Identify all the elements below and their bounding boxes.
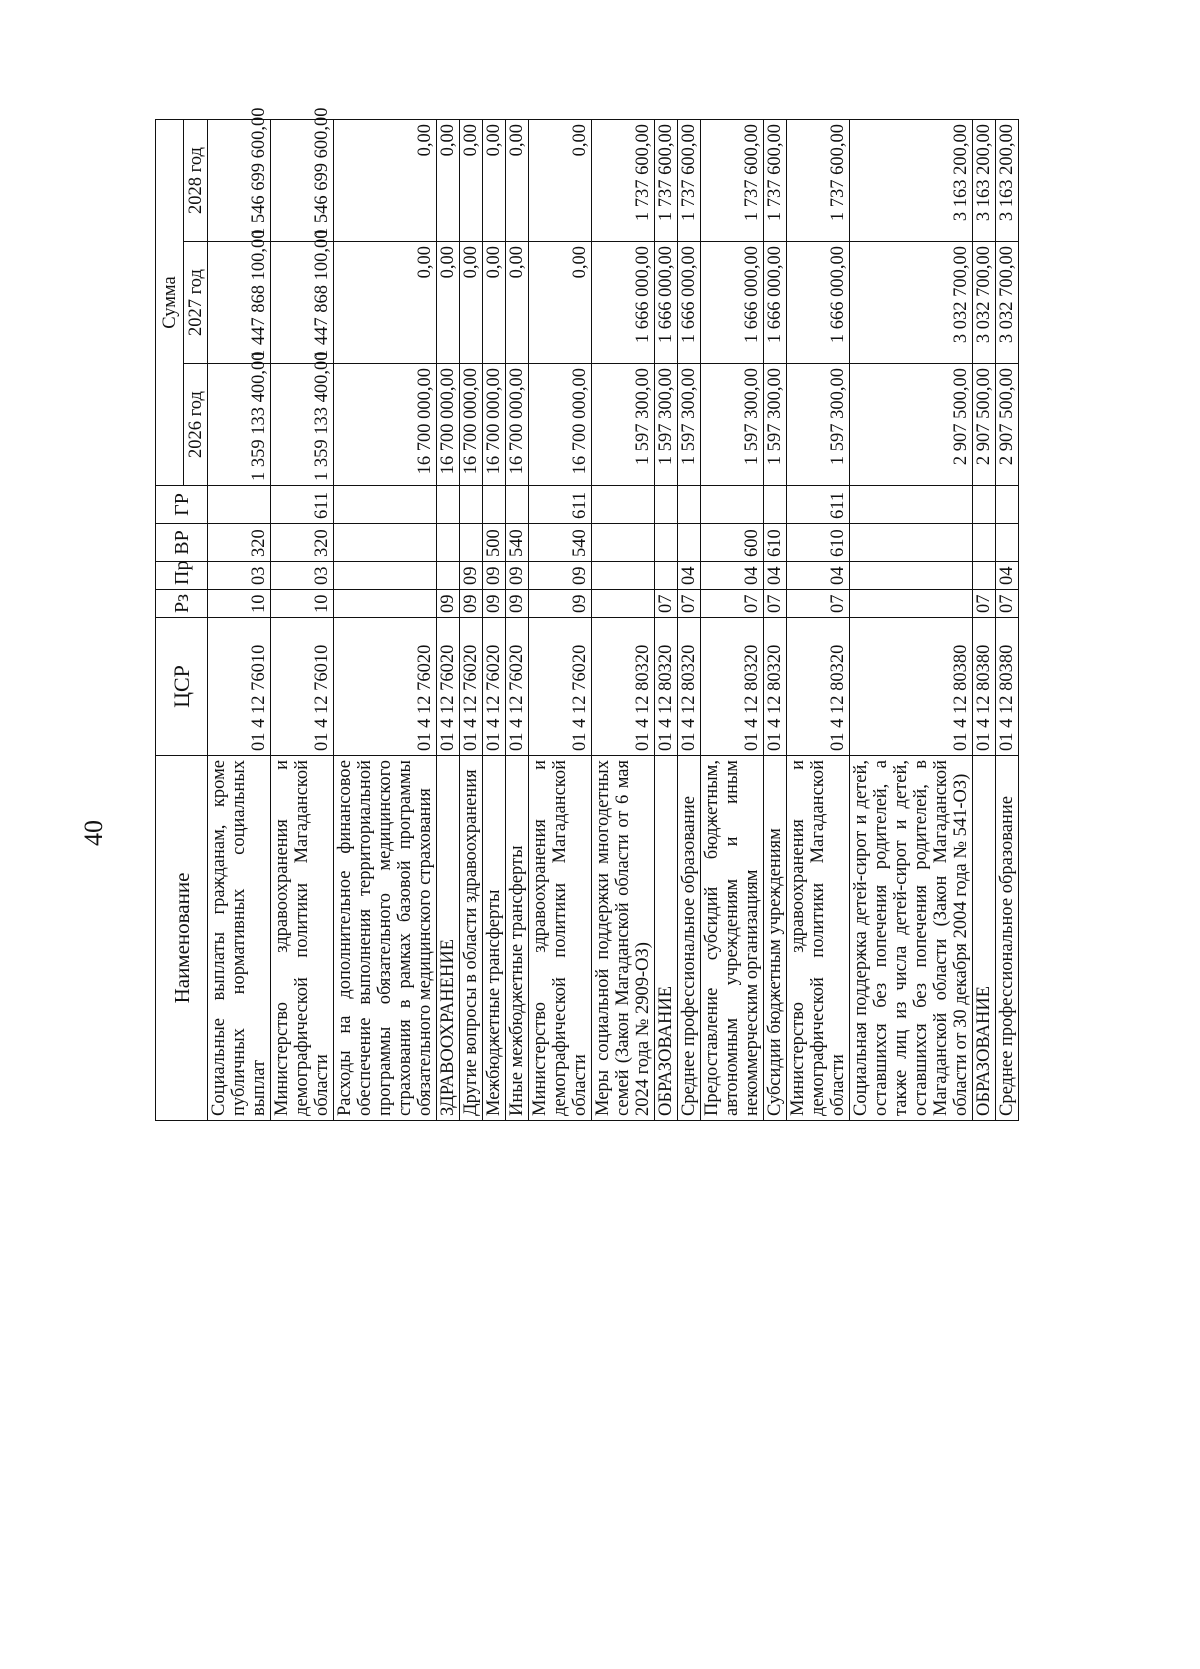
row-rz-cell: 07 xyxy=(787,590,850,618)
row-sum-2028-cell: 3 163 200,00 xyxy=(996,119,1019,241)
page-number: 40 xyxy=(79,820,108,846)
row-sum-2026-cell: 16 700 000,00 xyxy=(506,364,529,486)
row-name-cell: Расходы на дополнительное финансовое обеспечение выполнения территориальной программы обязательного медицинского страхования в рамках базовой программы обязательного медицинского страхования xyxy=(334,756,437,1121)
row-sum-2026-cell: 1 597 300,00 xyxy=(678,364,701,486)
row-sum-2028-cell: 0,00 xyxy=(529,119,592,241)
row-rz-cell: 07 xyxy=(678,590,701,618)
rotated-table-container xyxy=(155,107,1085,1121)
header-name: Наименование xyxy=(156,756,208,1121)
row-csr-cell: 01 4 12 80320 xyxy=(592,618,655,756)
table-row xyxy=(996,119,1019,1120)
row-pr-cell: 04 xyxy=(764,562,787,590)
row-gr-cell xyxy=(592,486,655,524)
row-pr-cell xyxy=(334,562,437,590)
table-row xyxy=(483,119,506,1120)
row-pr-cell: 09 xyxy=(483,562,506,590)
row-vr-cell xyxy=(655,524,678,562)
row-gr-cell xyxy=(973,486,996,524)
row-sum-2027-cell: 3 032 700,00 xyxy=(850,242,973,364)
row-csr-cell: 01 4 12 76010 xyxy=(208,618,271,756)
header-gr: ГР xyxy=(156,486,208,524)
row-sum-2028-cell: 0,00 xyxy=(483,119,506,241)
row-sum-2026-cell: 1 597 300,00 xyxy=(787,364,850,486)
row-sum-2028-cell: 0,00 xyxy=(506,119,529,241)
row-sum-2027-cell: 1 666 000,00 xyxy=(678,242,701,364)
row-pr-cell xyxy=(592,562,655,590)
row-rz-cell: 09 xyxy=(529,590,592,618)
table-row xyxy=(437,119,460,1120)
header-rz: Рз xyxy=(156,590,208,618)
row-name-cell: ОБРАЗОВАНИЕ xyxy=(973,756,996,1121)
row-sum-2027-cell: 1 447 868 100,00 xyxy=(208,242,271,364)
row-rz-cell xyxy=(850,590,973,618)
row-sum-2026-cell: 16 700 000,00 xyxy=(334,364,437,486)
row-name-cell: Среднее профессиональное образование xyxy=(678,756,701,1121)
table-row xyxy=(506,119,529,1120)
row-sum-2027-cell: 3 032 700,00 xyxy=(973,242,996,364)
row-sum-2027-cell: 0,00 xyxy=(483,242,506,364)
row-rz-cell: 07 xyxy=(996,590,1019,618)
row-csr-cell: 01 4 12 76020 xyxy=(529,618,592,756)
row-rz-cell: 09 xyxy=(483,590,506,618)
row-sum-2027-cell: 1 447 868 100,00 xyxy=(271,242,334,364)
row-rz-cell: 07 xyxy=(701,590,764,618)
row-sum-2027-cell: 3 032 700,00 xyxy=(996,242,1019,364)
row-rz-cell: 09 xyxy=(506,590,529,618)
row-name-cell: Среднее профессиональное образование xyxy=(996,756,1019,1121)
row-vr-cell: 320 xyxy=(208,524,271,562)
row-vr-cell: 540 xyxy=(506,524,529,562)
header-vr: ВР xyxy=(156,524,208,562)
row-sum-2028-cell: 1 546 699 600,00 xyxy=(208,119,271,241)
row-sum-2026-cell: 1 597 300,00 xyxy=(764,364,787,486)
row-gr-cell xyxy=(506,486,529,524)
table-row xyxy=(973,119,996,1120)
row-name-cell: Министерство здравоохранения и демографической политики Магаданской области xyxy=(271,756,334,1121)
row-gr-cell xyxy=(483,486,506,524)
table-row xyxy=(850,119,973,1120)
row-sum-2028-cell: 1 737 600,00 xyxy=(701,119,764,241)
row-sum-2026-cell: 16 700 000,00 xyxy=(460,364,483,486)
row-sum-2027-cell: 1 666 000,00 xyxy=(764,242,787,364)
row-gr-cell xyxy=(208,486,271,524)
row-sum-2028-cell: 1 546 699 600,00 xyxy=(271,119,334,241)
row-rz-cell: 07 xyxy=(764,590,787,618)
table-header xyxy=(156,119,208,1120)
row-sum-2027-cell: 1 666 000,00 xyxy=(592,242,655,364)
row-sum-2027-cell: 0,00 xyxy=(334,242,437,364)
row-gr-cell xyxy=(334,486,437,524)
row-vr-cell xyxy=(334,524,437,562)
row-sum-2027-cell: 1 666 000,00 xyxy=(701,242,764,364)
row-rz-cell xyxy=(334,590,437,618)
row-name-cell: Иные межбюджетные трансферты xyxy=(506,756,529,1121)
row-csr-cell: 01 4 12 80320 xyxy=(701,618,764,756)
row-pr-cell xyxy=(850,562,973,590)
row-pr-cell: 03 xyxy=(271,562,334,590)
table-row xyxy=(655,119,678,1120)
row-sum-2026-cell: 1 359 133 400,00 xyxy=(208,364,271,486)
table-row xyxy=(460,119,483,1120)
row-rz-cell: 09 xyxy=(460,590,483,618)
row-sum-2028-cell: 0,00 xyxy=(437,119,460,241)
row-vr-cell xyxy=(850,524,973,562)
row-sum-2028-cell: 1 737 600,00 xyxy=(678,119,701,241)
row-sum-2027-cell: 1 666 000,00 xyxy=(655,242,678,364)
row-vr-cell: 610 xyxy=(764,524,787,562)
row-rz-cell: 10 xyxy=(208,590,271,618)
row-name-cell: Предоставление субсидий бюджетным, автономным учреждениям и иным некоммерческим организациям xyxy=(701,756,764,1121)
budget-table xyxy=(155,107,1019,1121)
row-vr-cell: 500 xyxy=(483,524,506,562)
row-sum-2026-cell: 16 700 000,00 xyxy=(529,364,592,486)
table-row xyxy=(208,119,271,1120)
row-gr-cell xyxy=(437,486,460,524)
header-pr: Пр xyxy=(156,562,208,590)
row-csr-cell: 01 4 12 76020 xyxy=(460,618,483,756)
row-vr-cell xyxy=(678,524,701,562)
row-csr-cell: 01 4 12 80380 xyxy=(850,618,973,756)
row-name-cell: Министерство здравоохранения и демографической политики Магаданской области xyxy=(787,756,850,1121)
row-gr-cell: 611 xyxy=(787,486,850,524)
table-row xyxy=(678,119,701,1120)
row-sum-2028-cell: 0,00 xyxy=(460,119,483,241)
row-pr-cell: 03 xyxy=(208,562,271,590)
row-rz-cell: 07 xyxy=(655,590,678,618)
row-gr-cell: 611 xyxy=(529,486,592,524)
row-name-cell: Министерство здравоохранения и демографической политики Магаданской области xyxy=(529,756,592,1121)
row-sum-2026-cell: 16 700 000,00 xyxy=(483,364,506,486)
row-sum-2028-cell: 3 163 200,00 xyxy=(973,119,996,241)
row-pr-cell: 04 xyxy=(996,562,1019,590)
row-csr-cell: 01 4 12 80380 xyxy=(973,618,996,756)
row-sum-2027-cell: 0,00 xyxy=(437,242,460,364)
row-sum-2027-cell: 0,00 xyxy=(506,242,529,364)
table-row xyxy=(764,119,787,1120)
row-vr-cell xyxy=(437,524,460,562)
header-year-2026: 2026 год xyxy=(184,364,208,486)
row-vr-cell: 600 xyxy=(701,524,764,562)
row-name-cell: ОБРАЗОВАНИЕ xyxy=(655,756,678,1121)
row-rz-cell: 07 xyxy=(973,590,996,618)
row-name-cell: Субсидии бюджетным учреждениям xyxy=(764,756,787,1121)
row-name-cell: Социальная поддержка детей-сирот и детей, оставшихся без попечения родителей, а также лиц из числа детей-сирот и детей, оставшихся без попечения родителей, в Магаданской области (Закон Магаданской области от 30 декабря 2004 года № 541-ОЗ) xyxy=(850,756,973,1121)
row-csr-cell: 01 4 12 76020 xyxy=(483,618,506,756)
row-pr-cell xyxy=(437,562,460,590)
row-name-cell: Социальные выплаты гражданам, кроме публичных нормативных социальных выплат xyxy=(208,756,271,1121)
row-pr-cell: 09 xyxy=(460,562,483,590)
row-vr-cell xyxy=(996,524,1019,562)
row-vr-cell: 320 xyxy=(271,524,334,562)
row-pr-cell: 04 xyxy=(701,562,764,590)
row-gr-cell xyxy=(996,486,1019,524)
row-sum-2026-cell: 2 907 500,00 xyxy=(996,364,1019,486)
row-sum-2026-cell: 2 907 500,00 xyxy=(850,364,973,486)
table-row xyxy=(271,119,334,1120)
row-gr-cell: 611 xyxy=(271,486,334,524)
header-year-2027: 2027 год xyxy=(184,242,208,364)
row-gr-cell xyxy=(460,486,483,524)
table-row xyxy=(334,119,437,1120)
row-pr-cell: 04 xyxy=(678,562,701,590)
row-gr-cell xyxy=(678,486,701,524)
header-sum: Сумма xyxy=(156,119,184,485)
row-sum-2026-cell: 1 597 300,00 xyxy=(592,364,655,486)
table-body xyxy=(208,107,1019,1120)
row-vr-cell xyxy=(973,524,996,562)
table-row xyxy=(529,119,592,1120)
row-name-cell: Меры социальной поддержки многодетных семей (Закон Магаданской области от 6 мая 2024 года № 2909-ОЗ) xyxy=(592,756,655,1121)
row-sum-2028-cell: 1 737 600,00 xyxy=(787,119,850,241)
row-csr-cell: 01 4 12 80380 xyxy=(996,618,1019,756)
row-pr-cell xyxy=(973,562,996,590)
row-sum-2026-cell: 16 700 000,00 xyxy=(437,364,460,486)
row-csr-cell: 01 4 12 80320 xyxy=(764,618,787,756)
row-pr-cell xyxy=(655,562,678,590)
row-vr-cell xyxy=(460,524,483,562)
row-gr-cell xyxy=(701,486,764,524)
row-sum-2028-cell: 3 163 200,00 xyxy=(850,119,973,241)
header-year-2028: 2028 год xyxy=(184,119,208,241)
row-csr-cell: 01 4 12 80320 xyxy=(787,618,850,756)
row-name-cell: Межбюджетные трансферты xyxy=(483,756,506,1121)
table-row xyxy=(592,119,655,1120)
row-csr-cell: 01 4 12 76020 xyxy=(506,618,529,756)
row-sum-2028-cell: 1 737 600,00 xyxy=(655,119,678,241)
row-vr-cell: 540 xyxy=(529,524,592,562)
table-row xyxy=(701,119,764,1120)
row-name-cell: Другие вопросы в области здравоохранения xyxy=(460,756,483,1121)
row-sum-2028-cell: 1 737 600,00 xyxy=(592,119,655,241)
row-csr-cell: 01 4 12 76020 xyxy=(334,618,437,756)
row-csr-cell: 01 4 12 80320 xyxy=(678,618,701,756)
row-csr-cell: 01 4 12 76010 xyxy=(271,618,334,756)
row-gr-cell xyxy=(764,486,787,524)
row-pr-cell: 09 xyxy=(506,562,529,590)
row-gr-cell xyxy=(655,486,678,524)
row-vr-cell xyxy=(592,524,655,562)
row-sum-2028-cell: 1 737 600,00 xyxy=(764,119,787,241)
row-sum-2026-cell: 1 597 300,00 xyxy=(701,364,764,486)
table-row xyxy=(787,119,850,1120)
row-csr-cell: 01 4 12 76020 xyxy=(437,618,460,756)
row-sum-2027-cell: 0,00 xyxy=(460,242,483,364)
row-gr-cell xyxy=(850,486,973,524)
row-csr-cell: 01 4 12 80320 xyxy=(655,618,678,756)
row-pr-cell: 04 xyxy=(787,562,850,590)
row-rz-cell: 10 xyxy=(271,590,334,618)
row-sum-2026-cell: 1 597 300,00 xyxy=(655,364,678,486)
row-sum-2027-cell: 0,00 xyxy=(529,242,592,364)
row-sum-2026-cell: 2 907 500,00 xyxy=(973,364,996,486)
row-sum-2027-cell: 1 666 000,00 xyxy=(787,242,850,364)
row-rz-cell: 09 xyxy=(437,590,460,618)
row-sum-2026-cell: 1 359 133 400,00 xyxy=(271,364,334,486)
header-csr: ЦСР xyxy=(156,618,208,756)
row-sum-2028-cell: 0,00 xyxy=(334,119,437,241)
row-name-cell: ЗДРАВООХРАНЕНИЕ xyxy=(437,756,460,1121)
row-vr-cell: 610 xyxy=(787,524,850,562)
row-rz-cell xyxy=(592,590,655,618)
row-pr-cell: 09 xyxy=(529,562,592,590)
